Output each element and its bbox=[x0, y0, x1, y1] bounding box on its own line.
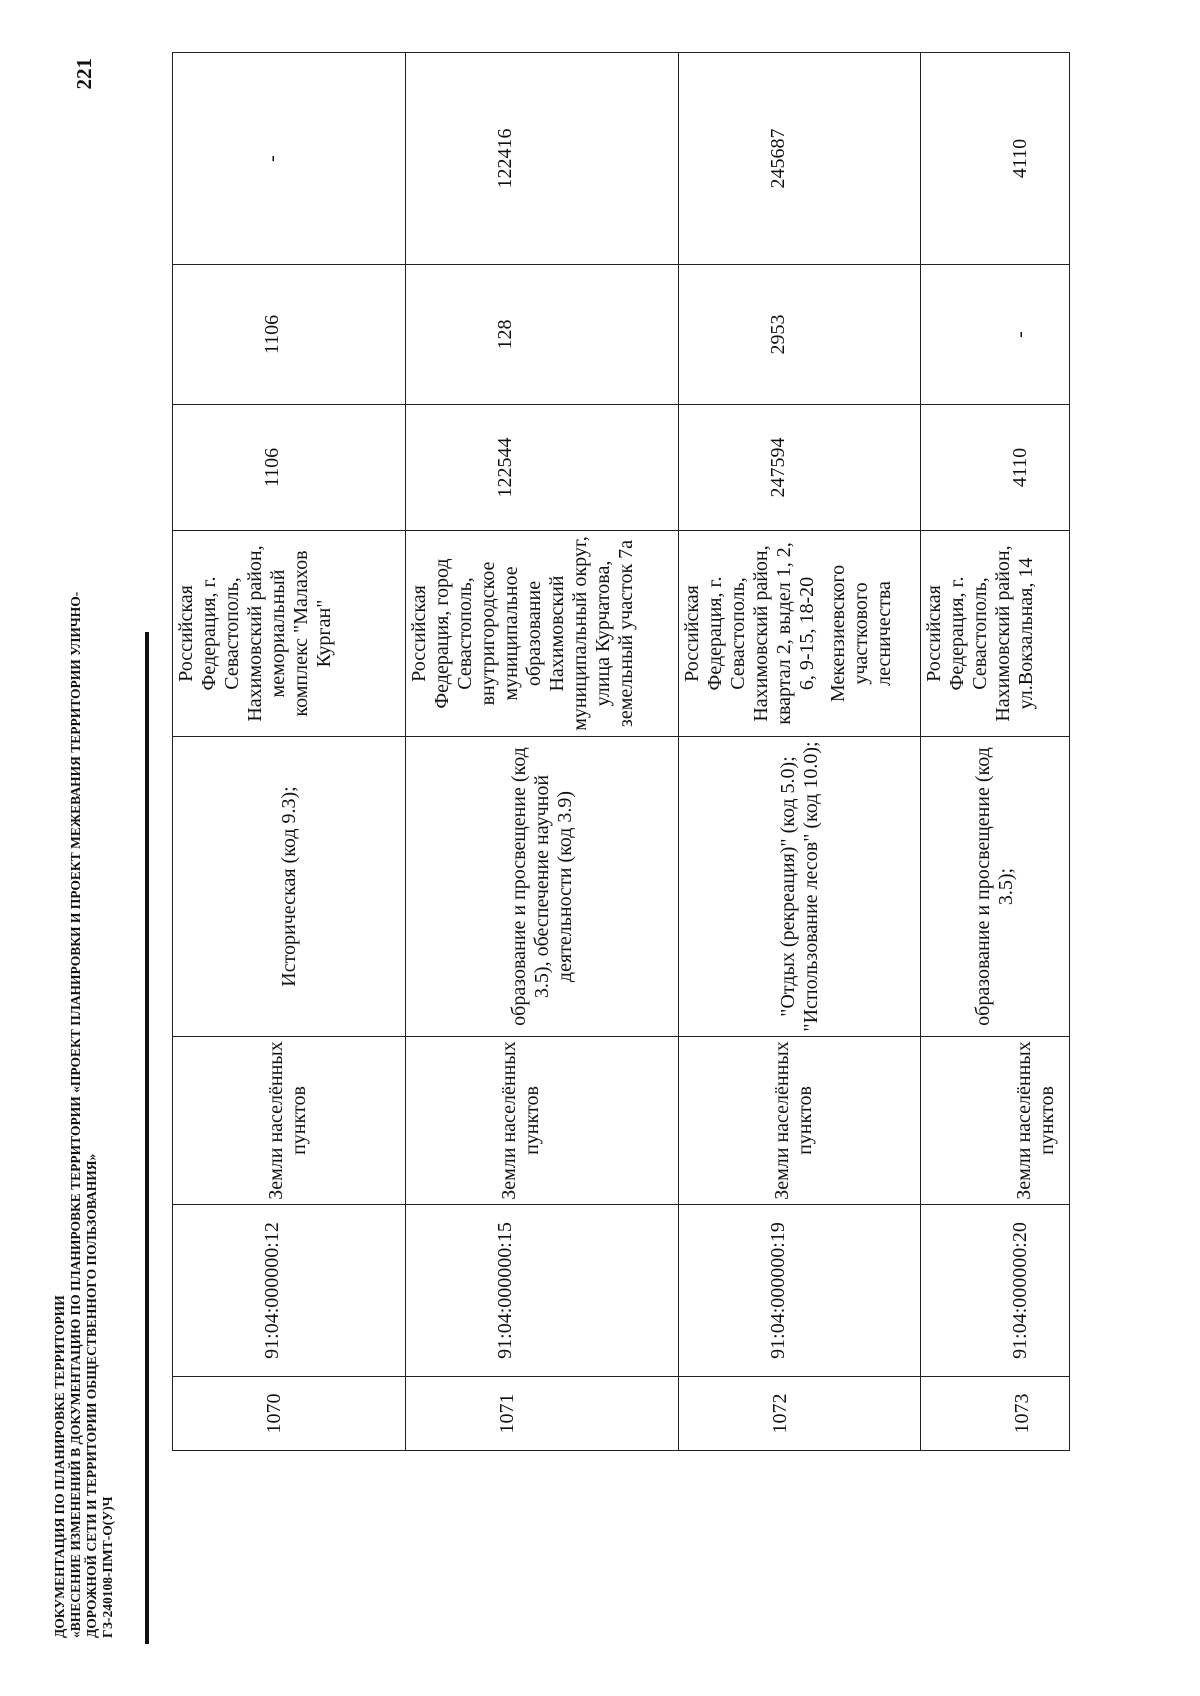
address-text: Мекензиевского участкового лесничества bbox=[827, 564, 896, 703]
row-number-cell: 1073 bbox=[921, 1377, 1070, 1451]
table-row bbox=[921, 53, 1070, 1451]
area-part-cell: - bbox=[921, 265, 1070, 405]
area-remaining-cell: 245687 bbox=[679, 53, 921, 265]
header-line: ГЗ-240108-ПМТ-О(У)Ч bbox=[100, 1496, 115, 1638]
area-total-cell: 1106 bbox=[173, 405, 406, 531]
cadastral-number-cell: 91:04:000000:15 bbox=[406, 1205, 679, 1377]
area-part-cell: 128 bbox=[406, 265, 679, 405]
address-cell bbox=[406, 531, 679, 737]
land-category-cell: Земли населённых пунктов bbox=[406, 1037, 679, 1205]
page-number: 221 bbox=[72, 58, 96, 90]
address-cell bbox=[173, 531, 406, 737]
address-cell bbox=[921, 531, 1070, 737]
area-remaining-cell: 4110 bbox=[921, 53, 1070, 265]
land-category-cell: Земли населённых пунктов bbox=[921, 1037, 1070, 1205]
table-body bbox=[173, 53, 1070, 1451]
header-line: ДОРОЖНОЙ СЕТИ И ТЕРРИТОРИИ ОБЩЕСТВЕННОГО ПОЛЬЗОВАНИЯ» bbox=[84, 1153, 99, 1638]
address-text: Российская Федерация, г. Севастополь, Нахимовский район, мемориальный комплекс "Малахов Курган" bbox=[175, 545, 335, 722]
area-part-cell: 1106 bbox=[173, 265, 406, 405]
header-line: ДОКУМЕНТАЦИЯ ПО ПЛАНИРОВКЕ ТЕРРИТОРИИ bbox=[52, 1295, 67, 1638]
area-remaining-cell: - bbox=[173, 53, 406, 265]
table-row bbox=[679, 53, 921, 1451]
permitted-use-cell: образование и просвещение (код 3.5), обеспечение научной деятельности (код 3.9) bbox=[406, 737, 679, 1037]
address-text: Российская Федерация, город Севастополь, внутригородское муниципальное образование Нахимовский муниципальный округ, улица Курчатова, земельный участок 7а bbox=[408, 536, 638, 731]
document-header bbox=[52, 488, 116, 1638]
row-number-cell: 1071 bbox=[406, 1377, 679, 1451]
permitted-use-cell: образование и просвещение (код 3.5); bbox=[921, 737, 1070, 1037]
cadastral-number-cell: 91:04:000000:19 bbox=[679, 1205, 921, 1377]
header-divider bbox=[145, 632, 149, 1644]
area-part-cell: 2953 bbox=[679, 265, 921, 405]
land-category-cell: Земли населённых пунктов bbox=[679, 1037, 921, 1205]
cadastral-number-cell: 91:04:000000:20 bbox=[921, 1205, 1070, 1377]
permitted-use-cell: "Отдых (рекреация)" (код 5.0); "Использование лесов" (код 10.0); bbox=[679, 737, 921, 1037]
land-plots-table bbox=[172, 53, 1070, 1451]
address-text: Российская Федерация, г. Севастополь, Нахимовский район, квартал 2, выдел 1, 2, 6, 9-15, 18-20 bbox=[681, 542, 819, 725]
permitted-use-cell: Историческая (код 9.3); bbox=[173, 737, 406, 1037]
header-line: «ВНЕСЕНИЕ ИЗМЕНЕНИЙ В ДОКУМЕНТАЦИЮ ПО ПЛАНИРОВКЕ ТЕРРИТОРИИ «ПРОЕКТ ПЛАНИРОВКИ И ПРОЕКТ МЕЖЕВАНИЯ ТЕРРИТОРИИ УЛИЧНО- bbox=[68, 591, 83, 1638]
area-total-cell: 4110 bbox=[921, 405, 1070, 531]
row-number-cell: 1070 bbox=[173, 1377, 406, 1451]
area-total-cell: 247594 bbox=[679, 405, 921, 531]
land-category-cell: Земли населённых пунктов bbox=[173, 1037, 406, 1205]
area-remaining-cell: 122416 bbox=[406, 53, 679, 265]
address-cell bbox=[679, 531, 921, 737]
area-total-cell: 122544 bbox=[406, 405, 679, 531]
address-text: Российская Федерация, г. Севастополь, Нахимовский район, ул.Вокзальная, 14 bbox=[923, 545, 1037, 722]
cadastral-number-cell: 91:04:000000:12 bbox=[173, 1205, 406, 1377]
table-row bbox=[406, 53, 679, 1451]
row-number-cell: 1072 bbox=[679, 1377, 921, 1451]
table-row bbox=[173, 53, 406, 1451]
